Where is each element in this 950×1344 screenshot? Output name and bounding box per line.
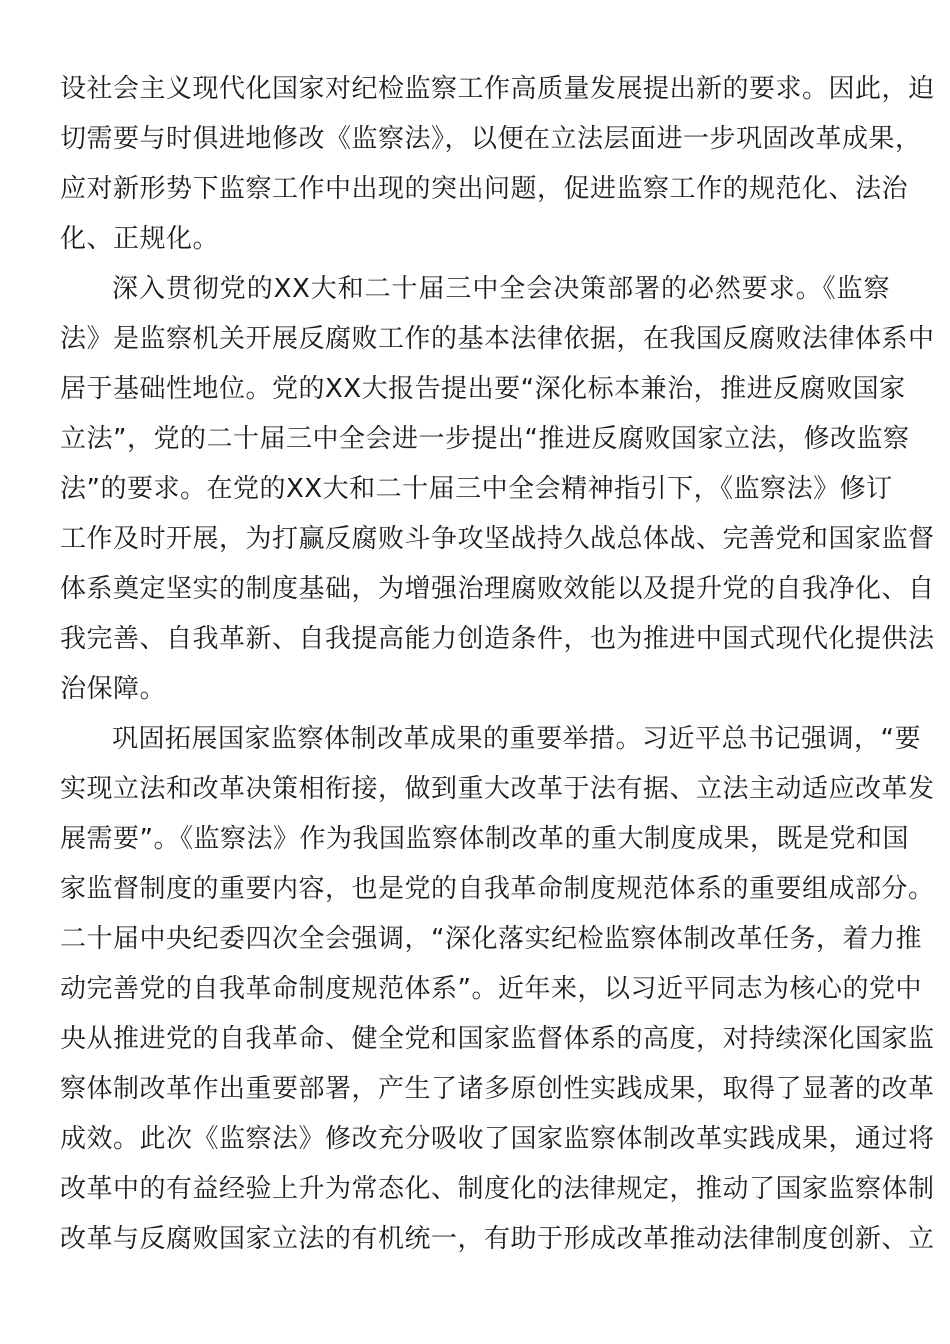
text-line: 家监督制度的重要内容，也是党的自我革命制度规范体系的重要组成部分。 [60,874,935,904]
text-line: 成效。此次《监察法》修改充分吸收了国家监察体制改革实践成果，通过将 [60,1124,935,1154]
text-line: 法”的要求。在党的XX大和二十届三中全会精神指引下，《监察法》修订 [60,474,893,504]
text-line: 法》是监察机关开展反腐败工作的基本法律依据，在我国反腐败法律体系中 [60,324,935,354]
text-line: 改革中的有益经验上升为常态化、制度化的法律规定，推动了国家监察体制 [60,1174,935,1204]
text-line: 立法”，党的二十届三中全会进一步提出“推进反腐败国家立法，修改监察 [60,424,910,454]
text-line: 治保障。 [60,674,167,704]
text-line: 央从推进党的自我革命、健全党和国家监督体系的高度，对持续深化国家监 [60,1024,935,1054]
text-line: 改革与反腐败国家立法的有机统一，有助于形成改革推动法律制度创新、立 [60,1224,935,1254]
document-body [60,64,935,1264]
text-line: 设社会主义现代化国家对纪检监察工作高质量发展提出新的要求。因此，迫 [60,74,935,104]
text-line: 二十届中央纪委四次全会强调，“深化落实纪检监察体制改革任务，着力推 [60,924,922,954]
text-line: 实现立法和改革决策相衔接，做到重大改革于法有据、立法主动适应改革发 [60,774,935,804]
paragraph-heading-line: 巩固拓展国家监察体制改革成果的重要举措。习近平总书记强调，“要 [112,724,921,754]
text-line: 体系奠定坚实的制度基础，为增强治理腐败效能以及提升党的自我净化、自 [60,574,935,604]
text-line: 我完善、自我革新、自我提高能力创造条件，也为推进中国式现代化提供法 [60,624,935,654]
paragraph-heading-line: 深入贯彻党的XX大和二十届三中全会决策部署的必然要求。《监察 [112,274,890,304]
text-line: 化、正规化。 [60,224,220,254]
text-line: 动完善党的自我革命制度规范体系”。近年来，以习近平同志为核心的党中 [60,974,922,1004]
text-line: 工作及时开展，为打赢反腐败斗争攻坚战持久战总体战、完善党和国家监督 [60,524,935,554]
text-line: 察体制改革作出重要部署，产生了诸多原创性实践成果，取得了显著的改革 [60,1074,935,1104]
text-line: 应对新形势下监察工作中出现的突出问题，促进监察工作的规范化、法治 [60,174,909,204]
text-line: 居于基础性地位。党的XX大报告提出要“深化标本兼治，推进反腐败国家 [60,374,906,404]
text-line: 切需要与时俱进地修改《监察法》，以便在立法层面进一步巩固改革成果， [60,124,922,154]
text-line: 展需要”。《监察法》作为我国监察体制改革的重大制度成果，既是党和国 [60,824,909,854]
